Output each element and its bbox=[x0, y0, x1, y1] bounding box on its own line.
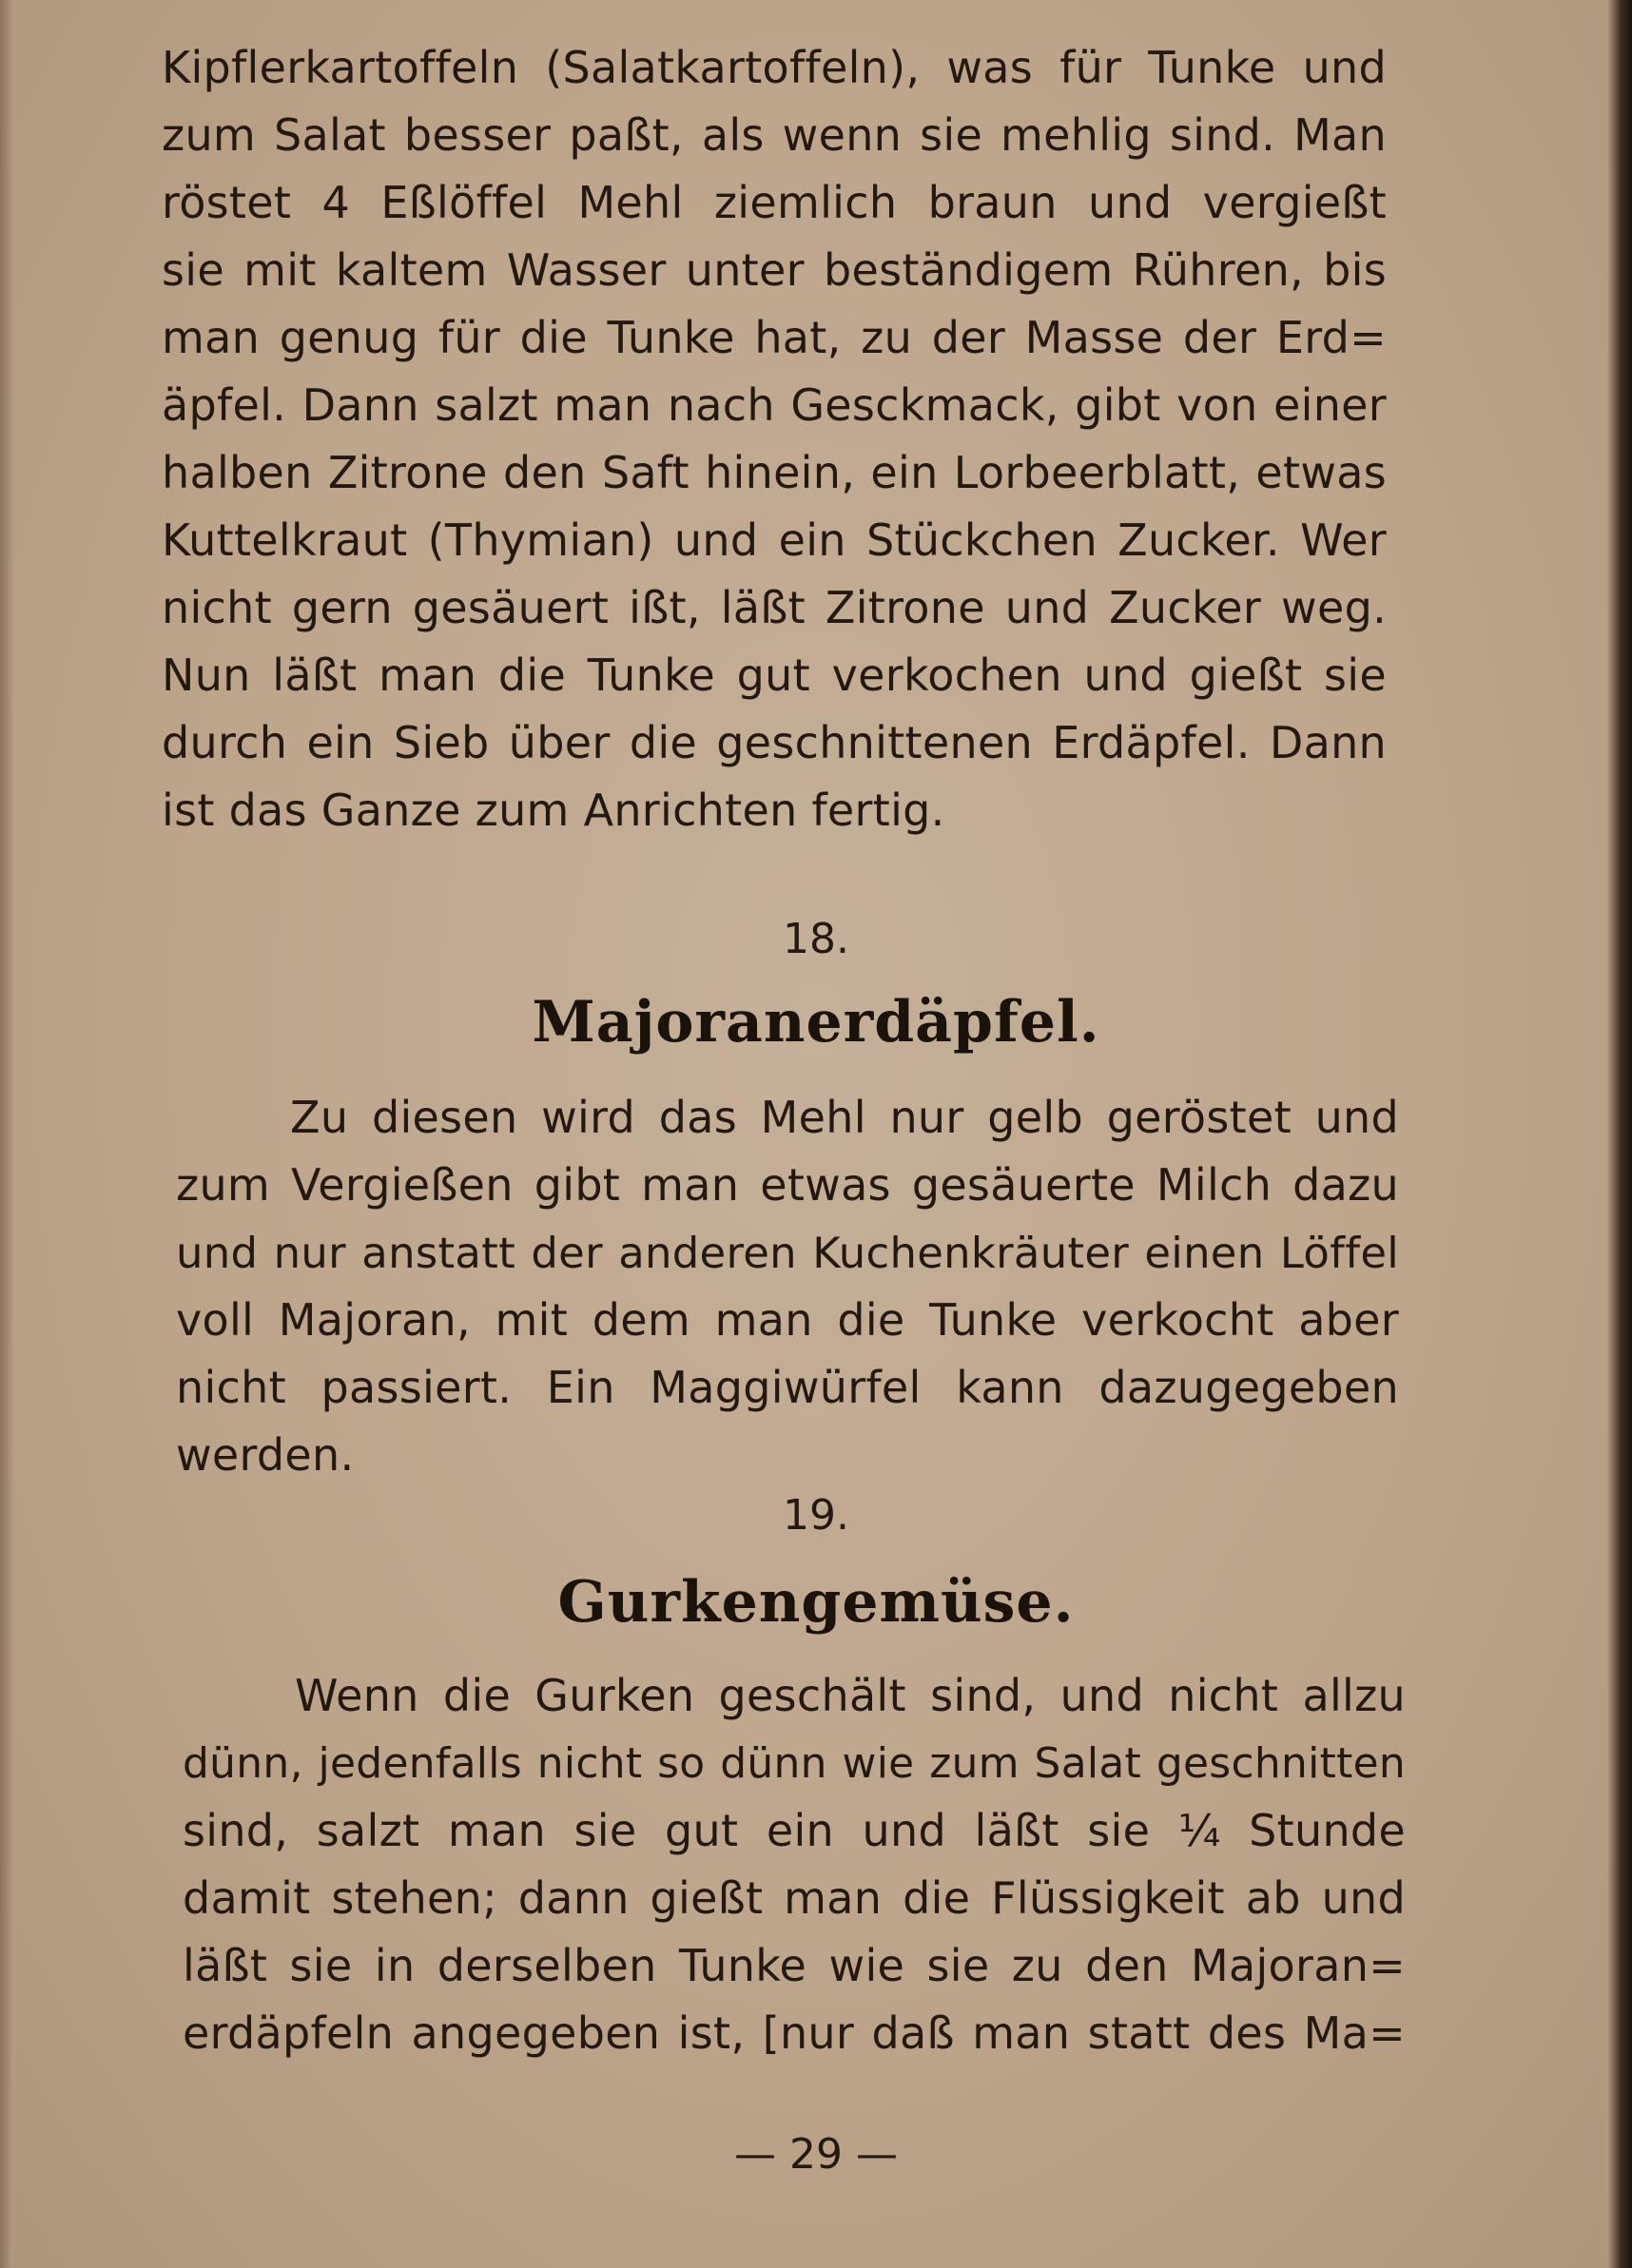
text-line: werden. bbox=[176, 1429, 355, 1481]
text-line: ist das Ganze zum Anrichten fertig. bbox=[162, 785, 945, 836]
text-line: erdäpfeln angegeben ist, [nur daß man statt des Ma= bbox=[183, 2007, 1406, 2059]
text-line: äpfel. Dann salzt man nach Gesckmack, gibt von einer bbox=[162, 379, 1387, 431]
page-number: — 29 — bbox=[734, 2130, 898, 2179]
text-line: halben Zitrone den Saft hinein, ein Lorbeerblatt, etwas bbox=[162, 447, 1387, 498]
text-line: dünn, jedenfalls nicht so dünn wie zum Salat geschnitten bbox=[183, 1739, 1406, 1788]
text-line: röstet 4 Eßlöffel Mehl ziemlich braun und vergießt bbox=[162, 177, 1387, 228]
text-line: läßt sie in derselben Tunke wie sie zu den Majoran= bbox=[183, 1940, 1406, 1991]
text-line: zum Salat besser paßt, als wenn sie mehlig sind. Man bbox=[162, 109, 1387, 161]
text-line: sind, salzt man sie gut ein und läßt sie ¼ Stunde bbox=[183, 1805, 1406, 1856]
recipe-19-paragraph bbox=[183, 1662, 1406, 2067]
text-line: Kuttelkraut (Thymian) und ein Stückchen Zucker. Wer bbox=[162, 514, 1387, 566]
text-line: nicht passiert. Ein Maggiwürfel kann dazugegeben bbox=[176, 1362, 1399, 1413]
recipe-title: Gurkengemüse. bbox=[557, 1569, 1075, 1636]
text-line: Wenn die Gurken geschält sind, und nicht allzu bbox=[295, 1670, 1406, 1721]
top-paragraph bbox=[162, 34, 1387, 844]
recipe-18-paragraph bbox=[176, 1084, 1399, 1489]
text-line: Nun läßt man die Tunke gut verkochen und gießt sie bbox=[162, 649, 1387, 701]
text-line: und nur anstatt der anderen Kuchenkräuter einen Löffel bbox=[176, 1228, 1399, 1278]
text-line: voll Majoran, mit dem man die Tunke verkocht aber bbox=[176, 1294, 1399, 1346]
page-binding-shadow bbox=[1607, 0, 1632, 2268]
text-line: durch ein Sieb über die geschnittenen Erdäpfel. Dann bbox=[162, 717, 1387, 768]
recipe-number: 18. bbox=[783, 915, 849, 963]
text-line: damit stehen; dann gießt man die Flüssigkeit ab und bbox=[183, 1872, 1406, 1924]
recipe-title: Majoranerdäpfel. bbox=[532, 989, 1100, 1056]
text-line: man genug für die Tunke hat, zu der Masse der Erd= bbox=[162, 312, 1387, 363]
text-line: sie mit kaltem Wasser unter beständigem Rühren, bis bbox=[162, 244, 1387, 296]
text-line: Zu diesen wird das Mehl nur gelb geröstet und bbox=[290, 1092, 1399, 1143]
text-line: zum Vergießen gibt man etwas gesäuerte Milch dazu bbox=[176, 1159, 1399, 1211]
text-line: Kipflerkartoffeln (Salatkartoffeln), was für Tunke und bbox=[162, 42, 1387, 93]
page-left-edge bbox=[0, 0, 13, 2268]
text-line: nicht gern gesäuert ißt, läßt Zitrone und Zucker weg. bbox=[162, 582, 1387, 633]
recipe-number: 19. bbox=[783, 1491, 849, 1540]
